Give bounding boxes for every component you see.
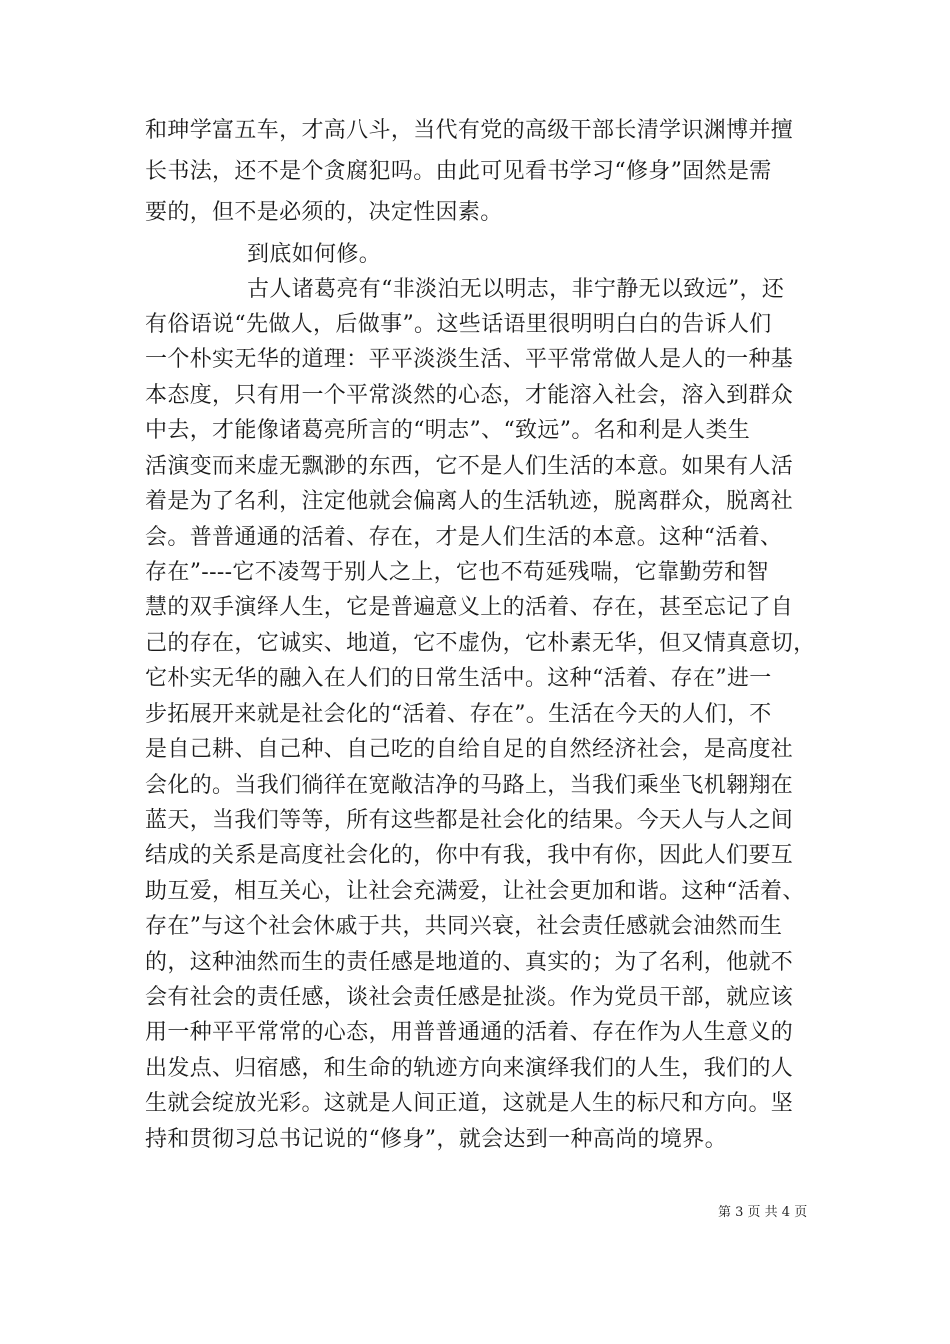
text-line: 持和贯彻习总书记说的“修身”，就会达到一种高尚的境界。 [145, 1127, 727, 1152]
text-line: 的，这种油然而生的责任感是地道的、真实的；为了名利，他就不 [145, 950, 794, 975]
text-line: 存在”----它不凌驾于别人之上，它也不苟延残喘，它靠勤劳和智 [145, 560, 769, 585]
text-line: 和珅学富五车，才高八斗，当代有党的高级干部长清学识渊博并擅 [145, 118, 794, 143]
paragraph-first-line: 古人诸葛亮有“非淡泊无以明志，非宁静无以致远”，还 [247, 277, 785, 302]
text-line: 会化的。当我们徜徉在宽敞洁净的马路上，当我们乘坐飞机翱翔在 [145, 773, 794, 798]
subheading-line: 到底如何修。 [247, 242, 382, 267]
text-line: 己的存在，它诚实、地道，它不虚伪，它朴素无华，但又情真意切， [145, 631, 816, 656]
text-line: 存在”与这个社会休戚于共，共同兴衰，社会责任感就会油然而生 [145, 914, 783, 939]
text-line: 用一种平平常常的心态，用普普通通的活着、存在作为人生意义的 [145, 1020, 794, 1045]
text-line: 活演变而来虚无飘渺的东西，它不是人们生活的本意。如果有人活 [145, 454, 794, 479]
text-line: 是自己耕、自己种、自己吃的自给自足的自然经济社会，是高度社 [145, 737, 794, 762]
text-line: 有俗语说“先做人，后做事”。这些话语里很明明白白的告诉人们 [145, 312, 772, 337]
text-line: 本态度，只有用一个平常淡然的心态，才能溶入社会，溶入到群众 [145, 383, 794, 408]
text-line: 慧的双手演绎人生，它是普遍意义上的活着、存在，甚至忘记了自 [145, 595, 794, 620]
text-line: 蓝天，当我们等等，所有这些都是社会化的结果。今天人与人之间 [145, 808, 794, 833]
text-line: 结成的关系是高度社会化的，你中有我，我中有你，因此人们要互 [145, 843, 794, 868]
text-line: 中去，才能像诸葛亮所言的“明志”、“致远”。名和利是人类生 [145, 418, 751, 443]
page-number: 第 3 页 共 4 页 [718, 1205, 808, 1220]
text-line: 一个朴实无华的道理：平平淡淡生活、平平常常做人是人的一种基 [145, 347, 794, 372]
text-line: 步拓展开来就是社会化的“活着、存在”。生活在今天的人们，不 [145, 702, 772, 727]
text-line: 会。普普通通的活着、存在，才是人们生活的本意。这种“活着、 [145, 525, 783, 550]
text-line: 出发点、归宿感，和生命的轨迹方向来演绎我们的人生，我们的人 [145, 1056, 794, 1081]
text-line: 助互爱，相互关心，让社会充满爱，让社会更加和谐。这种“活着、 [145, 879, 805, 904]
text-line: 它朴实无华的融入在人们的日常生活中。这种“活着、存在”进一 [145, 666, 772, 691]
text-line: 会有社会的责任感，谈社会责任感是扯淡。作为党员干部，就应该 [145, 985, 794, 1010]
text-line: 生就会绽放光彩。这就是人间正道，这就是人生的标尺和方向。坚 [145, 1091, 794, 1116]
text-line: 长书法，还不是个贪腐犯吗。由此可见看书学习“修身”固然是需 [145, 159, 772, 184]
text-line: 要的，但不是必须的，决定性因素。 [145, 200, 503, 225]
text-line: 着是为了名利，注定他就会偏离人的生活轨迹，脱离群众，脱离社 [145, 489, 794, 514]
